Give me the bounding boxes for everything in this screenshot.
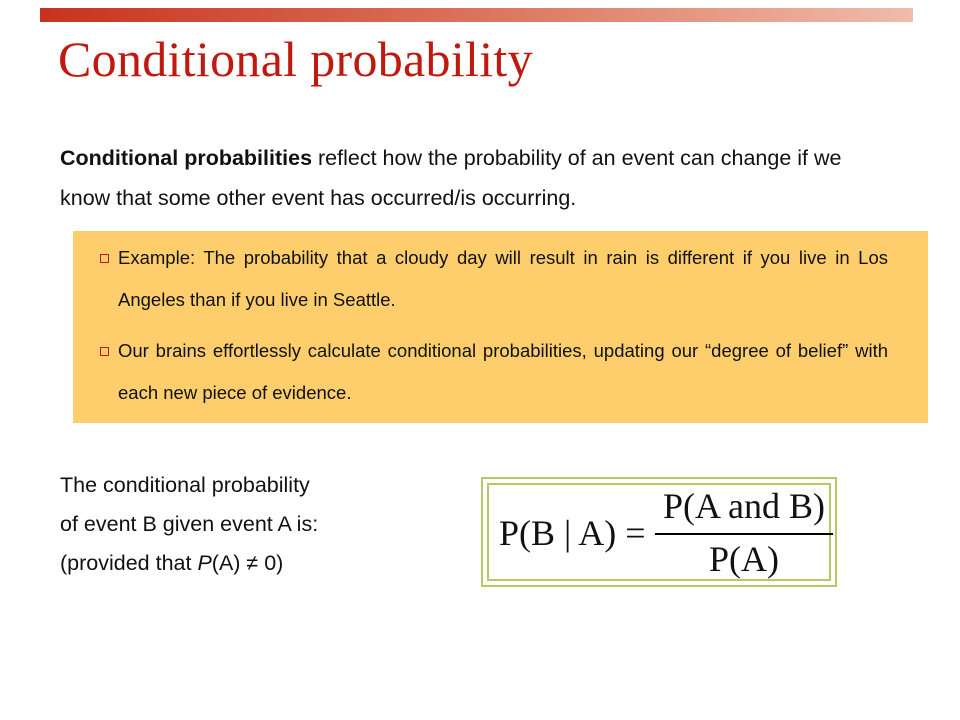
definition-text <box>60 466 440 583</box>
proviso-suffix: (A) ≠ 0) <box>211 551 284 575</box>
example-item: Our brains effortlessly calculate conditional probabilities, updating our “degree of belief” with each new piece of evidence. <box>118 340 888 403</box>
intro-rest: reflect how the probability of an event can change if we know that some other event has occurred/is occurring. <box>60 146 842 210</box>
example-item: Example: The probability that a cloudy day will result in rain is different if you live in Los Angeles than if you live in Seattle. <box>118 247 888 310</box>
examples-box <box>73 231 928 423</box>
fraction-bar <box>655 533 833 535</box>
formula-numerator: P(A and B) <box>663 486 825 526</box>
intro-paragraph <box>60 138 890 218</box>
square-bullet-icon <box>100 347 109 356</box>
formula-box <box>481 477 837 587</box>
formula-lhs: P(B | A) = <box>499 513 646 553</box>
definition-line <box>60 544 440 583</box>
formula-inner-frame <box>487 483 831 581</box>
square-bullet-icon <box>100 254 109 263</box>
proviso-prefix: (provided that <box>60 551 198 575</box>
title-accent-bar <box>40 8 913 22</box>
formula-denominator: P(A) <box>709 539 779 579</box>
slide-title: Conditional probability <box>58 31 533 87</box>
proviso-p: P <box>197 551 212 575</box>
definition-line: of event B given event A is: <box>60 512 319 536</box>
intro-bold-term: Conditional probabilities <box>60 146 313 170</box>
definition-line: The conditional probability <box>60 473 310 497</box>
